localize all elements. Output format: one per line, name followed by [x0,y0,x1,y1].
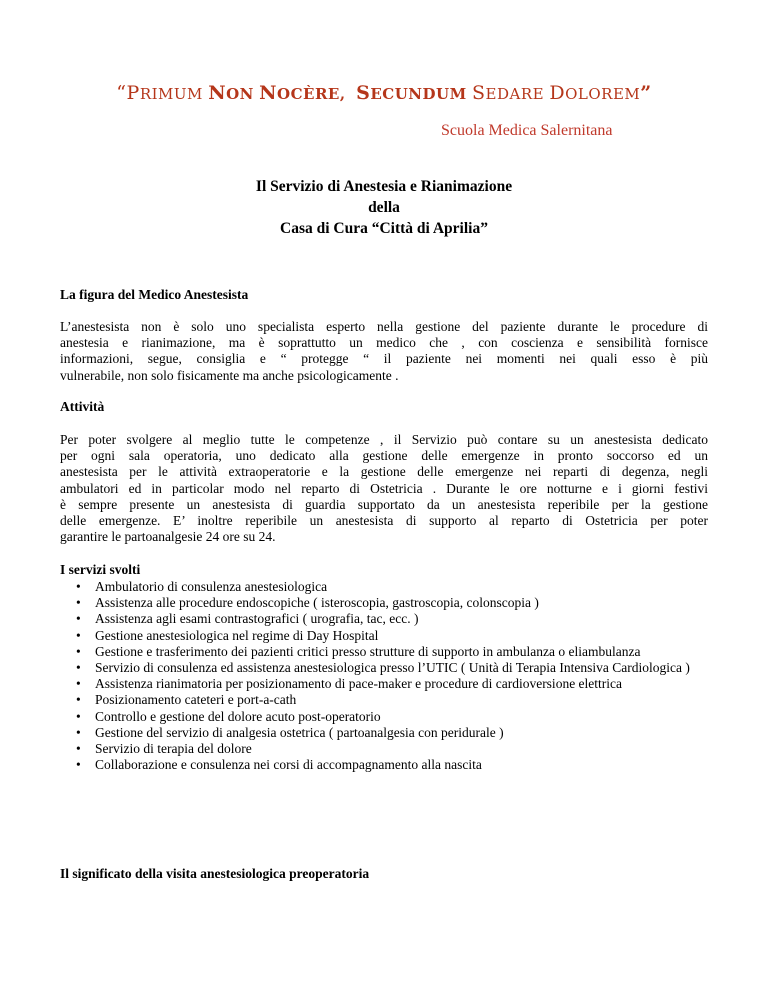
section-heading-servizi: I servizi svolti [60,562,141,577]
list-item: • Gestione del servizio di analgesia ostetrica ( partoanalgesia con peridurale ) [76,724,504,740]
bullet-icon: • [76,741,81,757]
bullet-icon: • [76,579,81,594]
list-item: • Servizio di terapia del dolore [76,741,252,757]
paragraph-attivita [60,432,708,545]
text-line: vulnerabile, non solo fisicamente ma anche psicologicamente . [60,367,399,383]
bullet-icon: • [76,757,81,773]
text-line: Per poter svolgere al meglio tutte le competenze , il Servizio può contare su un anestesista dedicato [60,432,708,447]
list-item: • Ambulatorio di consulenza anestesiologica [76,579,328,594]
title-line-1: Il Servizio di Anestesia e Rianimazione [255,178,513,195]
bullet-icon: • [76,643,81,659]
bullet-icon: • [76,692,81,708]
motto-source: Scuola Medica Salernitana [441,122,613,139]
list-item: • Gestione anestesiologica nel regime di Day Hospital [76,627,379,643]
text-line: delle emergenze. E’ inoltre reperibile un anestesista di supporto al reparto di Ostetricia per poter [60,513,708,529]
bullet-icon: • [76,595,81,611]
bullet-icon: • [76,676,81,692]
text-line: anestesista per le attività extraoperatorie e la gestione delle emergenze nei reparti di degenza, negli [60,464,708,480]
text-line: garantire le partoanalgesie 24 ore su 24. [60,529,276,545]
list-item: • Assistenza alle procedure endoscopiche ( isteroscopia, gastroscopia, colonscopia ) [76,595,539,611]
text-line: ambulatori ed in particolar modo nel reparto di Ostetricia . Durante le ore notturne e i giorni festivi [60,480,708,496]
list-item: • Collaborazione e consulenza nei corsi di accompagnamento alla nascita [76,757,482,773]
bullet-icon: • [76,708,81,724]
paragraph-medico [60,319,708,384]
bullet-icon: • [76,627,81,643]
text-line: L’anestesista non è solo uno specialista esperto nella gestione del paziente durante le procedure di [60,319,708,334]
services-list [60,579,710,773]
section-heading-visita: Il significato della visita anestesiologica preoperatoria [60,866,370,881]
text-line: è sempre presente un anestesista di guardia supportato da un anestesista reperibile per la gestione [60,496,708,512]
bullet-icon: • [76,611,81,627]
bullet-icon: • [76,724,81,740]
list-item: • Assistenza agli esami contrastografici ( urografia, tac, ecc. ) [76,611,419,627]
section-heading-attivita: Attività [60,399,105,414]
text-line: informazioni, segue, consiglia e “ protegge “ il paziente nei momenti nei quali esso è più [60,351,708,367]
list-item: • Posizionamento cateteri e port-a-cath [76,692,297,708]
section-heading-medico: La figura del Medico Anestesista [60,287,249,302]
bullet-icon: • [76,660,81,676]
title-line-2: della [368,199,400,216]
list-item: • Gestione e trasferimento dei pazienti critici presso strutture di supporto in ambulanza o eliambulanza [76,643,641,659]
text-line: anestesia e rianimazione, ma è soprattutto un medico che , con coscienza e sensibilità fornisce [60,335,708,351]
document-title [0,176,768,239]
list-item: • Servizio di consulenza ed assistenza anestesiologica presso l’UTIC ( Unità di Terapia Intensiva Cardiologica ) [76,660,690,676]
list-item: • Controllo e gestione del dolore acuto post-operatorio [76,708,381,724]
title-line-3: Casa di Cura “Città di Aprilia” [280,220,488,237]
text-line: per ogni sala operatoria, uno dedicato alla gestione delle emergenze in pronto soccorso ed un [60,448,708,464]
motto-heading: “PRIMUM NON NOCÈRE, SECUNDUM SEDARE DOLOREM” [116,82,652,104]
list-item: • Assistenza rianimatoria per posizionamento di pace-maker e procedure di cardioversione elettrica [76,676,623,692]
